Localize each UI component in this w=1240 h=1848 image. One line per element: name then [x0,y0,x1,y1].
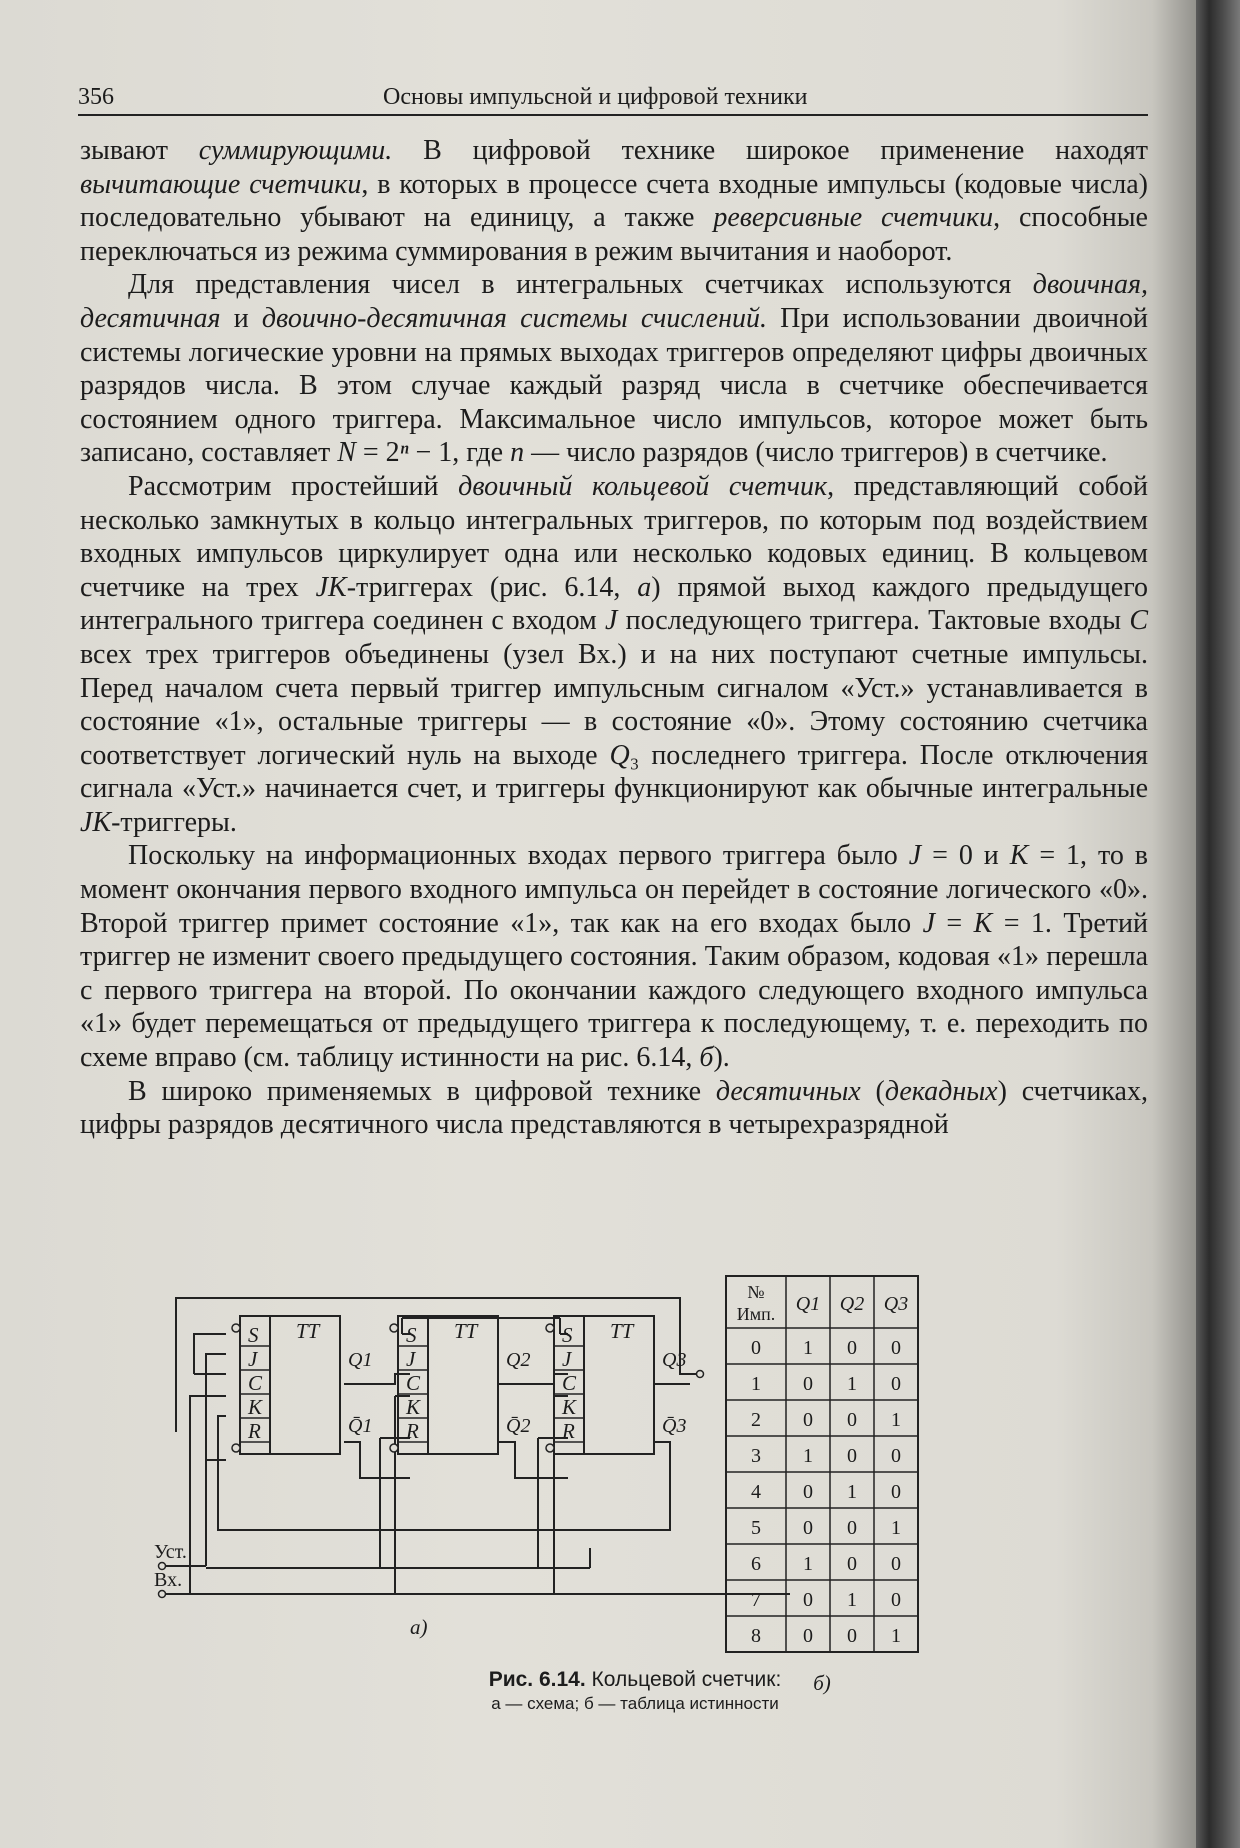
italic-text: J [908,840,922,872]
inverted-input-marker [232,1324,240,1332]
text-run: Рассмотрим простейший [128,470,459,502]
table-cell: 1 [803,1445,813,1467]
table-cell: 0 [891,1481,901,1503]
italic-text: n [510,437,525,469]
output-label: Q3 [662,1349,687,1371]
caption-text: Кольцевой счетчик: [591,1668,782,1691]
text-run: — число разрядов (число триггеров) в счетчике. [524,437,1108,469]
wire [344,1442,410,1478]
text-run: В широко применяемых в цифровой технике [128,1075,716,1107]
paragraph [80,470,1148,840]
italic-text: Q [609,739,630,771]
trigger-type-label: TT [296,1319,320,1343]
table-cell: 0 [803,1409,813,1431]
italic-text: двоичная, десятичная [80,269,1148,334]
table-header: Q2 [839,1293,865,1315]
body-text [80,134,1148,1142]
pin-label-K: K [406,1395,421,1419]
table-cell: 0 [847,1517,857,1539]
text-run: = 1, то в момент окончания первого входного импульса он перейдет в состояние логического «0». Второй триггер примет состояние «1», так как на его входах было [80,840,1148,939]
table-cell: 3 [751,1445,761,1467]
text-run: ). [713,1042,730,1074]
table-cell: 1 [891,1625,901,1647]
pin-label-S: S [406,1323,417,1347]
text-run: ) счетчиках, цифры разрядов десятичного числа представляются в четырехразрядной [80,1075,1148,1141]
text-run: При использовании двоичной системы логические уровни на прямых выходах триггеров определяют цифры двоичных разрядов числа. В этом случае каждый разряд числа в счетчике обеспечивается состоянием одного триггера. Максимальное число импульсов, которое может быть записано, составляет [80,302,1148,469]
pin-label-S: S [248,1323,259,1347]
input-terminal [159,1563,166,1570]
text-run: -триггерах (рис. 6.14, [346,571,638,603]
italic-text: а [637,571,652,603]
text-run: = [935,907,974,939]
pin-label-R: R [406,1419,419,1443]
italic-text: ⁿ [399,437,409,469]
table-cell: 1 [847,1589,857,1611]
italic-text: J [604,605,618,637]
wire [218,1416,670,1530]
table-sublabel: б) [813,1671,831,1695]
table-cell: 0 [803,1517,813,1539]
caption-subtitle: а — схема; б — таблица истинности [491,1694,779,1713]
paragraph [80,1075,1148,1142]
table-header: Q1 [795,1293,821,1315]
text-run: , представляющий собой несколько замкнутых в кольцо интегральных триггеров, по которым под воздействием входных импульсов циркулирует одна или несколько кодовых единиц. В кольцевом счетчике на трех [80,470,1148,603]
pin-label-J: J [406,1347,416,1371]
output-label: Q̄2 [506,1415,531,1437]
italic-text: двоичный кольцевой счетчик [458,470,828,502]
italic-text: J [922,907,936,939]
input-label-set: Уст. [154,1541,187,1563]
pin-label-J: J [248,1347,258,1371]
ring-counter-schematic [154,1298,790,1639]
table-cell: 0 [891,1373,901,1395]
page-number: 356 [78,84,114,110]
italic-text: реверсивные счетчики [713,202,994,234]
text-run: = 0 и [921,840,1010,872]
italic-text: декадных [884,1075,998,1107]
table-cell: 0 [751,1337,761,1359]
wire [344,1374,410,1384]
italic-text: N [337,437,356,469]
table-cell: 0 [803,1481,813,1503]
input-terminal [159,1591,166,1598]
book-spine-edge [1196,0,1240,1848]
text-run: В цифровой технике широкое применение находят [392,135,1149,166]
italic-text: двоично-десятичная системы счислений. [261,302,767,334]
italic-text: K [1009,840,1029,872]
table-cell: 1 [751,1373,761,1395]
inverted-input-marker [390,1444,398,1452]
inverted-input-marker [232,1444,240,1452]
italic-text: вычитающие счетчики [80,168,362,200]
table-cell: 0 [891,1589,901,1611]
table-cell: 1 [847,1481,857,1503]
italic-text: суммирующими. [198,135,393,166]
pin-label-K: K [248,1395,263,1419]
text-run: -триггеры. [111,806,237,838]
paragraph [80,134,1148,268]
pin-label-S: S [562,1323,573,1347]
running-title: Основы импульсной и цифровой техники [383,84,808,110]
caption-title [395,1668,875,1692]
pin-label-R: R [248,1419,261,1443]
table-cell: 0 [847,1337,857,1359]
table-cell: 0 [847,1409,857,1431]
output-label: Q1 [348,1349,373,1371]
wire [206,1354,226,1460]
output-label: Q2 [506,1349,531,1371]
text-run: и [220,302,262,334]
table-cell: 6 [751,1553,761,1575]
wire [190,1396,226,1594]
table-cell: 1 [803,1553,813,1575]
text-run: ) прямой выход каждого предыдущего интегрального триггера соединен с входом [80,571,1149,637]
italic-text: K [973,907,993,939]
inverted-input-marker [546,1444,554,1452]
pin-label-R: R [562,1419,575,1443]
table-cell: 0 [891,1445,901,1467]
page-header [78,78,1148,116]
table-cell: 1 [803,1337,813,1359]
table-cell: 0 [803,1589,813,1611]
table-cell: 1 [891,1409,901,1431]
table-cell: 5 [751,1517,761,1539]
italic-text: C [1129,605,1149,637]
text-run: всех трех триггеров объединены (узел Вх.) и на них поступают счетные импульсы. Перед началом счета первый триггер импульсным сигналом «Уст.» устанавливается в состояние «1», остальные триггеры — в состояние «0». Этому состоянию счетчика соответствует логический нуль на выходе [80,638,1148,771]
table-cell: 0 [847,1445,857,1467]
output-terminal [697,1371,704,1378]
table-cell: 0 [803,1373,813,1395]
text-run: , в которых в процессе счета входные импульсы (кодовые числа) последовательно убывают на единицу, а также [80,168,1148,234]
table-cell: 0 [847,1553,857,1575]
table-cell: 1 [847,1373,857,1395]
text-run: ( [860,1075,885,1107]
truth-table [726,1276,918,1695]
paragraph [80,839,1148,1074]
schematic-sublabel: а) [410,1615,428,1639]
italic-text: десятичных [715,1075,861,1107]
output-label: Q̄3 [662,1415,687,1437]
text-run: = 2 [355,437,400,469]
table-cell: 7 [751,1589,761,1611]
text-run: Поскольку на информационных входах первого триггера было [128,840,909,872]
pin-label-C: C [406,1371,421,1395]
table-cell: 4 [751,1481,761,1503]
table-cell: 0 [891,1553,901,1575]
table-cell: 0 [803,1625,813,1647]
trigger-type-label: TT [610,1319,634,1343]
text-run: = 1. Третий триггер не изменит своего предыдущего состояния. Таким образом, кодовая «1» перешла с первого триггера на второй. По окончании каждого следующего входного импульса «1» будет перемещаться от предыдущего триггера к последующему, т. е. переходить по схеме вправо (см. таблицу истинности на рис. 6.14, [80,907,1148,1074]
text-run: последующего триггера. Тактовые входы [617,605,1130,637]
inverted-input-marker [546,1324,554,1332]
caption-label: Рис. 6.14. [488,1668,586,1691]
text-run: , способные переключаться из режима суммирования в режим вычитания и наоборот. [80,202,1148,267]
table-cell: 0 [847,1625,857,1647]
output-label: Q̄1 [348,1415,373,1437]
inverted-input-marker [390,1324,398,1332]
text-run: ₃ последнего триггера. После отключения сигнала «Уст.» начинается счет, и триггеры функционируют как обычные интегральные [80,739,1148,805]
pin-label-K: K [562,1395,577,1419]
table-header: Q3 [883,1293,909,1315]
paragraph [80,268,1148,470]
text-run: − 1, где [408,437,511,469]
italic-text: б [699,1042,714,1074]
table-header: № [747,1282,765,1302]
wire [499,1374,568,1384]
pin-label-C: C [562,1371,577,1395]
italic-text: JK [80,806,112,838]
text-run: Для представления чисел в интегральных счетчиках используются [128,269,1033,301]
input-label-clock: Вх. [154,1569,183,1591]
table-cell: 8 [751,1625,761,1647]
table-cell: 1 [891,1517,901,1539]
table-header: Имп. [736,1304,776,1324]
pin-label-C: C [248,1371,263,1395]
table-cell: 2 [751,1409,761,1431]
figure-caption [395,1668,875,1714]
italic-text: JK [315,571,347,603]
text-run: зывают [80,135,199,166]
pin-label-J: J [562,1347,572,1371]
trigger-type-label: TT [454,1319,478,1343]
wire [499,1442,568,1478]
table-cell: 0 [891,1337,901,1359]
